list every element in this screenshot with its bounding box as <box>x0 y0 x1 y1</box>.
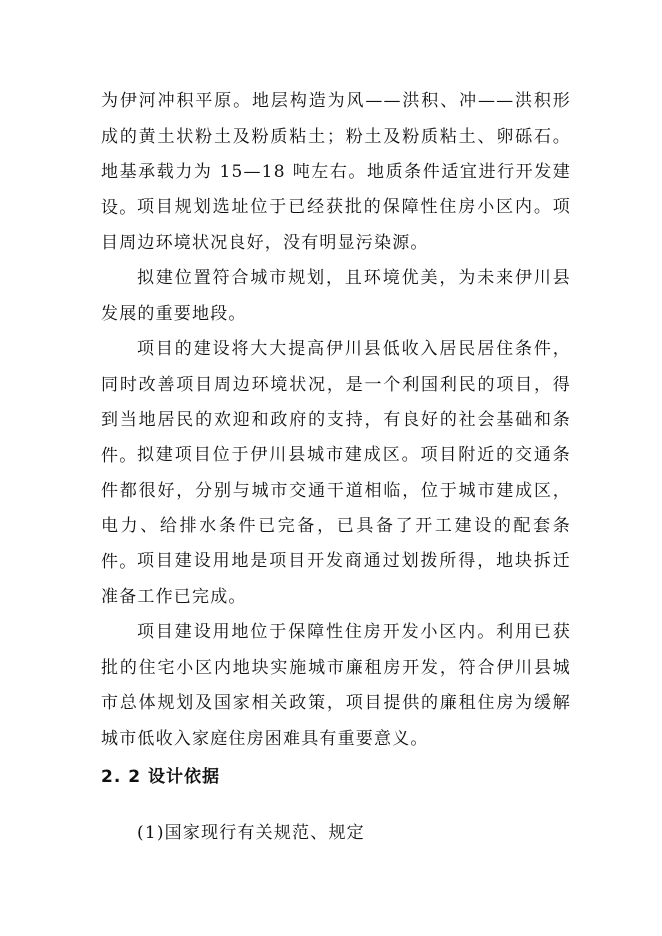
list-item: (1)国家现行有关规范、规定 <box>137 823 365 843</box>
paragraph-site-selection: 项目规划选址位于已经获批的保障性住房小区内。项目周边环境状况良好，没有明显污染源。 <box>101 197 571 253</box>
paragraph-geology: 为伊河冲积平原。地层构造为风——洪积、冲——洪积形成的黄土状粉土及粉质粘土；粉土及粉质粘土、卵砾石。地基承载力为 15—18 吨左右。地质条件适宜进行开发建设。 <box>101 91 571 218</box>
paragraph-benefits: 项目的建设将大大提高伊川县低收入居民居住条件，同时改善项目周边环境状况，是一个利国利民的项目，得到当地居民的欢迎和政府的支持，有良好的社会基础和条件。 <box>101 339 571 466</box>
paragraph-location: 拟建项目位于伊川县城市建成区。项目附近的交通条件都很好，分别与城市交通干道相临，位于城市建成区，电力、给排水条件已完备，已具备了开工建设的配套条件。 <box>101 445 571 572</box>
paragraph-land-acquisition: 项目建设用地是项目开发商通过划拨所得，地块拆迁准备工作已完成。 <box>101 551 571 607</box>
section-heading: 2. 2 设计依据 <box>101 767 220 787</box>
paragraph-land-use: 项目建设用地位于保障性住房开发小区内。利用已获批的住宅小区内地块实施城市廉租房开发，符合伊川县城市总体规划及国家相关政策，项目提供的廉租住房为缓解城市低收入家庭住房困难具有重要意义。 <box>101 622 571 749</box>
paragraph-planning: 拟建位置符合城市规划，且环境优美，为未来伊川县发展的重要地段。 <box>101 268 571 324</box>
